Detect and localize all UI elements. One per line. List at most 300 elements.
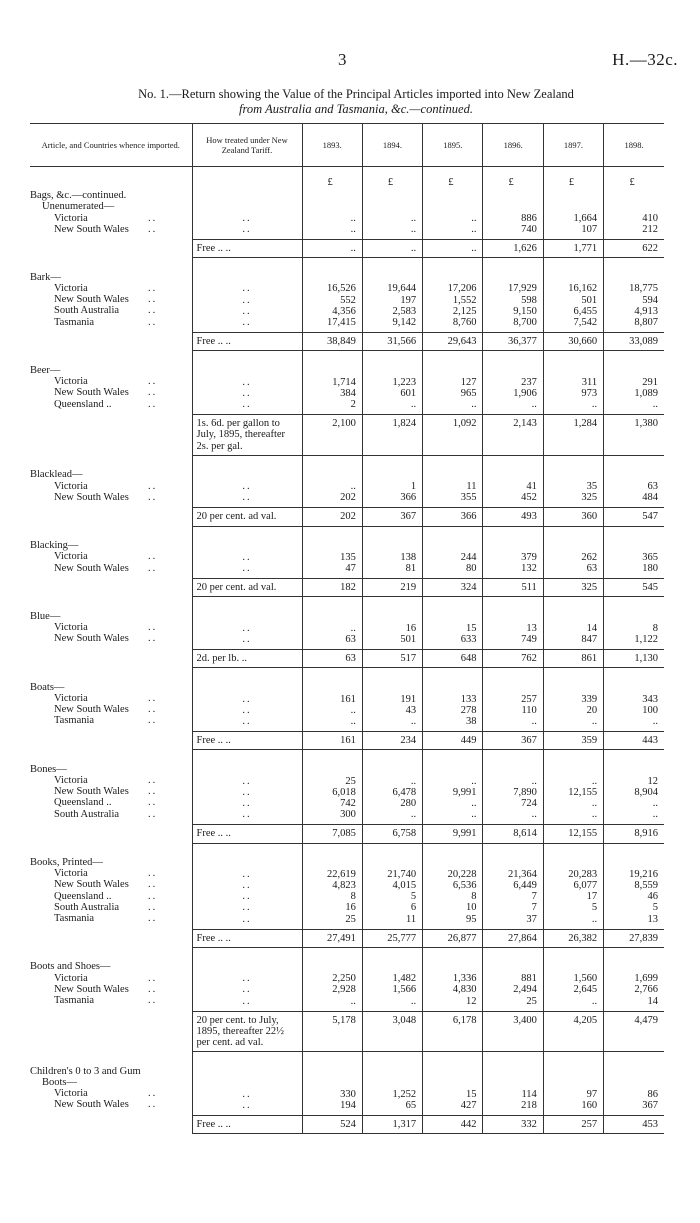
total-spacer: [30, 1116, 192, 1134]
value-cell: [302, 843, 362, 929]
spacer: [197, 190, 298, 201]
value: 1,566: [392, 984, 417, 996]
total-value: ..: [471, 243, 477, 255]
total-value-cell: [302, 732, 362, 750]
table-row-country: [30, 715, 188, 726]
value: 1,122: [634, 633, 658, 645]
value: 63: [647, 481, 658, 493]
value-cell: [483, 750, 543, 825]
total-value-cell: [604, 415, 664, 456]
total-value-cell: [543, 508, 603, 526]
value-cell: [483, 597, 543, 650]
value: ..: [350, 995, 356, 1007]
spacer: [425, 962, 476, 973]
total-value: 861: [581, 653, 598, 665]
total-value: 511: [521, 582, 537, 594]
value: 4,830: [452, 984, 477, 996]
total-tariff: [192, 415, 302, 456]
total-value: 12,155: [568, 828, 598, 840]
spacer: [425, 190, 476, 201]
spacer: [606, 611, 658, 622]
value: 601: [400, 387, 417, 399]
total-value: 545: [642, 582, 658, 594]
value-cell: [604, 668, 664, 732]
tariff-dots: ..: [242, 879, 252, 891]
value: 291: [642, 376, 658, 388]
country-name: Victoria: [54, 622, 88, 634]
value-cell: [483, 668, 543, 732]
leader-dots: ..: [148, 1088, 158, 1100]
value: 7: [531, 902, 537, 914]
value: 218: [521, 1099, 537, 1111]
tariff-dots: ..: [242, 317, 252, 329]
value: 427: [460, 1099, 477, 1111]
total-value-cell: [604, 825, 664, 843]
leader-dots: ..: [148, 786, 158, 798]
value: 278: [460, 704, 477, 716]
group-total-row: [30, 415, 664, 456]
tariff-dots: ..: [242, 481, 252, 493]
value: 501: [400, 633, 417, 645]
value-cell: [483, 351, 543, 415]
total-value: 1,771: [573, 243, 598, 255]
value-cell: [483, 455, 543, 508]
leader-dots: ..: [148, 913, 158, 925]
article-cell: [30, 750, 192, 825]
value: 742: [340, 797, 356, 809]
tariff-dots: ..: [242, 984, 252, 996]
value: 14: [586, 622, 598, 634]
total-value-cell: [423, 333, 483, 351]
table-row-country: [30, 797, 188, 808]
tariff-dots: ..: [242, 622, 252, 634]
spacer: [485, 962, 536, 973]
value: 11: [406, 913, 417, 925]
country-name: New South Wales: [54, 786, 129, 798]
group-name: Beer—: [30, 364, 61, 376]
leader-dots: ..: [148, 376, 158, 388]
spacer: [197, 1066, 298, 1077]
tariff-dots: ..: [242, 633, 252, 645]
value-cell: [362, 843, 422, 929]
total-value-cell: [362, 579, 422, 597]
value: 484: [642, 492, 658, 504]
country-name: Queensland ..: [54, 890, 112, 902]
currency-row: [30, 167, 664, 189]
tariff-text: Free .. ..: [196, 336, 231, 348]
total-value-cell: [604, 508, 664, 526]
value: 384: [340, 387, 356, 399]
value: 325: [581, 492, 598, 504]
value-cell: [604, 843, 664, 929]
leader-dots: ..: [148, 995, 158, 1007]
spacer: [485, 1078, 536, 1089]
currency-spacer: [30, 167, 192, 189]
value: 17: [586, 891, 598, 903]
tariff-dots: ..: [242, 891, 252, 903]
spacer: [197, 764, 298, 775]
country-name: South Australia: [54, 305, 120, 317]
value: 114: [521, 1088, 537, 1100]
tariff-cell: [192, 947, 302, 1011]
table-row-country: [30, 704, 188, 715]
group-total-row: [30, 1011, 664, 1052]
currency-symbol: £: [508, 177, 514, 188]
value: 280: [400, 797, 417, 809]
table-row-country: [30, 693, 188, 704]
total-value: 202: [340, 511, 356, 523]
value: ..: [531, 715, 537, 727]
total-value: 442: [460, 1119, 477, 1131]
total-value-cell: [543, 1011, 603, 1052]
value: ..: [410, 809, 417, 821]
tariff-text: Free .. ..: [196, 932, 231, 944]
total-value-cell: [483, 650, 543, 668]
group-body: [30, 947, 664, 1011]
total-value: 2,143: [513, 418, 537, 430]
leader-dots: ..: [148, 693, 158, 704]
value-cell: [423, 597, 483, 650]
value: ..: [591, 809, 598, 821]
col-header-1895: 1895.: [423, 124, 483, 167]
total-value: 762: [521, 653, 537, 665]
leader-dots: ..: [148, 868, 158, 880]
spacer: [305, 962, 356, 973]
total-value: 3,400: [513, 1014, 537, 1026]
value: ..: [531, 399, 537, 411]
leader-dots: ..: [148, 491, 158, 503]
table-row-country: [30, 984, 188, 995]
value: ..: [410, 775, 417, 787]
value-cell: [423, 843, 483, 929]
total-value: 38,849: [326, 336, 356, 348]
spacer: [546, 541, 597, 552]
tariff-dots: ..: [242, 995, 252, 1007]
value: 367: [642, 1099, 658, 1111]
spacer: [546, 962, 597, 973]
value: 598: [521, 294, 537, 306]
tariff-cell: [192, 188, 302, 239]
group-body: [30, 351, 664, 415]
value-cell: [604, 258, 664, 333]
table-row-country: [30, 786, 188, 797]
value: 257: [521, 693, 537, 705]
value: 18,775: [629, 283, 658, 295]
tariff-text: 20 per cent. ad val.: [196, 582, 277, 594]
country-name: New South Wales: [54, 387, 129, 399]
value-cell: [604, 526, 664, 579]
country-name: Victoria: [54, 212, 88, 224]
table-row-country: [30, 481, 188, 492]
article-cell: [30, 188, 192, 239]
value: 19,644: [387, 283, 417, 295]
country-name: Victoria: [54, 775, 88, 787]
value-cell: [362, 668, 422, 732]
value: 86: [647, 1088, 658, 1100]
spacer: [606, 470, 658, 481]
value-cell: [604, 1052, 664, 1116]
total-value-cell: [543, 732, 603, 750]
group-body: [30, 258, 664, 333]
value: 127: [460, 376, 477, 388]
value: ..: [410, 715, 417, 727]
value: 1,552: [452, 294, 477, 306]
value-cell: [543, 597, 603, 650]
tariff-text: 20 per cent. ad val.: [196, 511, 277, 523]
total-tariff: [192, 1011, 302, 1052]
group-body: [30, 843, 664, 929]
value: 724: [521, 797, 537, 809]
value: ..: [410, 995, 417, 1007]
tariff-dots: ..: [242, 223, 252, 235]
tariff-dots: ..: [242, 868, 252, 880]
spacer: [365, 190, 416, 201]
value-cell: [483, 947, 543, 1011]
value-cell: [483, 843, 543, 929]
total-value: 27,491: [326, 932, 356, 944]
group-name: Boots and Shoes—: [30, 961, 111, 973]
total-value: 26,877: [447, 932, 477, 944]
total-value: 6,178: [452, 1014, 477, 1026]
value: 41: [526, 481, 537, 493]
value-cell: [302, 455, 362, 508]
value: 339: [581, 693, 598, 705]
value: 15: [465, 1088, 477, 1100]
spacer: [606, 858, 658, 869]
total-value-cell: [302, 415, 362, 456]
value: 107: [581, 223, 598, 235]
value: 16: [345, 902, 356, 914]
value: 15: [465, 622, 477, 634]
spacer: [425, 611, 476, 622]
value: 1,699: [634, 973, 658, 985]
total-value: 1,626: [513, 243, 537, 255]
spacer: [365, 272, 416, 283]
header-row: [30, 124, 664, 167]
leader-dots: ..: [148, 808, 158, 820]
table-row-country: [30, 891, 188, 902]
total-value-cell: [362, 650, 422, 668]
total-value: 30,660: [568, 336, 598, 348]
total-tariff: [192, 825, 302, 843]
value: 1,906: [513, 387, 537, 399]
total-value-cell: [604, 579, 664, 597]
group-name: Books, Printed—: [30, 857, 103, 869]
leader-dots: ..: [148, 879, 158, 891]
col-header-tariff: How treated under New Zealand Tariff.: [192, 124, 302, 167]
country-name: New South Wales: [54, 491, 129, 503]
value: 1,252: [392, 1088, 417, 1100]
value: 237: [521, 376, 537, 388]
leader-dots: ..: [148, 972, 158, 984]
spacer: [365, 1066, 416, 1077]
total-value-cell: [362, 508, 422, 526]
total-value: ..: [410, 243, 417, 255]
value: 8,904: [634, 786, 658, 798]
value: 212: [642, 223, 658, 235]
currency-symbol: £: [568, 177, 575, 188]
total-value-cell: [302, 508, 362, 526]
total-value-cell: [423, 508, 483, 526]
spacer: [425, 1066, 476, 1077]
tariff-dots: ..: [242, 704, 252, 716]
total-value-cell: [604, 240, 664, 258]
total-value: 547: [642, 511, 658, 523]
value-cell: [483, 258, 543, 333]
value-cell: [604, 351, 664, 415]
value: ..: [652, 797, 658, 809]
value: 1,223: [392, 376, 417, 388]
tariff-dots: ..: [242, 913, 252, 925]
spacer: [305, 611, 356, 622]
value: 160: [581, 1099, 598, 1111]
table-row-country: [30, 809, 188, 820]
total-value: 648: [460, 653, 477, 665]
total-value: 524: [340, 1119, 356, 1131]
value: 12: [465, 995, 477, 1007]
value: 5: [410, 891, 417, 903]
spacer: [425, 764, 476, 775]
group-body: [30, 668, 664, 732]
leader-dots: ..: [148, 398, 158, 410]
value: 133: [460, 693, 477, 705]
value: 366: [400, 492, 417, 504]
tariff-dots: ..: [242, 973, 252, 985]
total-value-cell: [543, 825, 603, 843]
value: 161: [340, 693, 356, 705]
value-cell: [604, 188, 664, 239]
total-value-cell: [604, 929, 664, 947]
total-value: 359: [581, 735, 598, 747]
value-cell: [543, 947, 603, 1011]
value: 12,155: [568, 786, 598, 798]
group-total-row: [30, 1116, 664, 1134]
group-name: Boats—: [30, 681, 65, 693]
value-cell: [543, 351, 603, 415]
spacer: [485, 272, 536, 283]
value: 81: [405, 563, 417, 575]
spacer: [546, 470, 597, 481]
value: 21,364: [507, 868, 537, 880]
total-value-cell: [423, 240, 483, 258]
tariff-dots: ..: [242, 387, 252, 399]
tariff-cell: [192, 1052, 302, 1116]
col-header-1894: 1894.: [362, 124, 422, 167]
spacer: [425, 272, 476, 283]
value: 63: [586, 563, 598, 575]
value: 6: [410, 902, 417, 914]
value-cell: [362, 947, 422, 1011]
value: 20,283: [568, 868, 598, 880]
spacer: [546, 682, 597, 693]
leader-dots: ..: [148, 633, 158, 645]
spacer: [606, 190, 658, 201]
value: 5: [652, 902, 658, 914]
value: 202: [340, 492, 356, 504]
total-spacer: [30, 1011, 192, 1052]
country-name: New South Wales: [54, 223, 129, 235]
total-value-cell: [423, 929, 483, 947]
value: 21,740: [387, 868, 417, 880]
total-value-cell: [302, 579, 362, 597]
total-value: 27,864: [507, 932, 537, 944]
spacer: [425, 1078, 476, 1089]
value: 973: [581, 387, 598, 399]
tariff-cell: [192, 597, 302, 650]
tariff-dots: ..: [242, 1099, 252, 1111]
group-name: Blacking—: [30, 540, 79, 552]
spacer: [606, 962, 658, 973]
tariff-cell: [192, 258, 302, 333]
value: 17,206: [447, 283, 477, 295]
value: 16: [405, 622, 417, 634]
value: 37: [526, 913, 537, 925]
value: 886: [521, 212, 537, 224]
title-line-2: from Australia and Tasmania, &c.—continued.: [239, 102, 473, 116]
currency-cell: [362, 167, 422, 189]
table-row-country: [30, 633, 188, 644]
total-value: 33,089: [629, 336, 658, 348]
value-cell: [543, 1052, 603, 1116]
value: 330: [340, 1088, 356, 1100]
spacer: [305, 190, 356, 201]
total-value-cell: [604, 650, 664, 668]
value-cell: [362, 188, 422, 239]
total-value-cell: [483, 415, 543, 456]
article-cell: [30, 1052, 192, 1116]
total-value: ..: [350, 243, 356, 255]
value-cell: [604, 947, 664, 1011]
value: 7,542: [573, 317, 598, 329]
spacer: [485, 611, 536, 622]
spacer: [305, 365, 356, 376]
value-cell: [302, 351, 362, 415]
value: 1,089: [634, 387, 658, 399]
group-subname: Unenumerated—: [42, 201, 115, 213]
value: 379: [521, 551, 537, 563]
value-cell: [302, 750, 362, 825]
tariff-cell: [192, 351, 302, 415]
spacer: [425, 858, 476, 869]
value: 8: [350, 891, 356, 903]
col-header-article: Article, and Countries whence imported.: [30, 124, 192, 167]
tariff-dots: ..: [242, 305, 252, 317]
value-cell: [423, 947, 483, 1011]
total-tariff: [192, 240, 302, 258]
country-name: Victoria: [54, 693, 88, 704]
spacer: [485, 365, 536, 376]
leader-dots: ..: [148, 901, 158, 913]
spacer: [365, 365, 416, 376]
currency-cell: [302, 167, 362, 189]
value: 501: [581, 294, 598, 306]
value-cell: [483, 188, 543, 239]
article-cell: [30, 668, 192, 732]
tariff-text: 20 per cent. to July, 1895, thereafter 22½ per cent. ad val.: [196, 1014, 284, 1049]
document-title: [36, 87, 676, 117]
value: 4,823: [332, 879, 356, 891]
value: ..: [652, 809, 658, 821]
value: 311: [581, 376, 598, 388]
value: ..: [471, 212, 477, 224]
title-line-1: No. 1.—Return showing the Value of the Principal Articles imported into New Zealand: [138, 87, 574, 101]
total-spacer: [30, 240, 192, 258]
total-value: 622: [642, 243, 658, 255]
total-value: 6,758: [392, 828, 417, 840]
value: 63: [345, 633, 356, 645]
total-value-cell: [483, 1011, 543, 1052]
table-row-country: [30, 868, 188, 879]
